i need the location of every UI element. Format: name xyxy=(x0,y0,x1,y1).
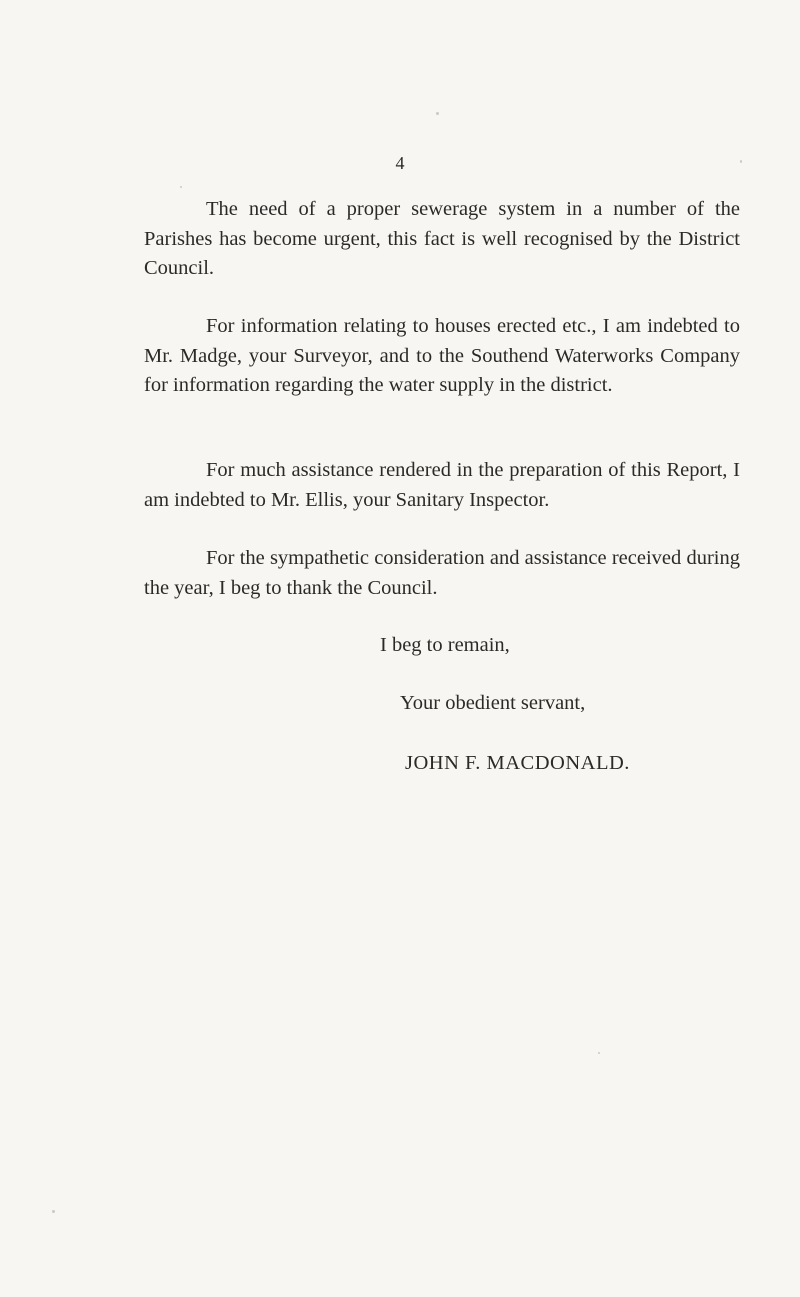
paper-speck xyxy=(436,112,439,115)
paper-speck xyxy=(180,186,182,188)
page-number: 4 xyxy=(395,153,405,173)
paragraph-information: For information relating to houses erected etc., I am indebted to Mr. Madge, your Surveyor, and to the Southend Waterworks Company for information regarding the water supply in the district. xyxy=(144,315,740,396)
paragraph-sewerage: The need of a proper sewerage system in a number of the Parishes has become urgent, this fact is well recognised by the District Council. xyxy=(144,198,740,279)
paper-speck xyxy=(598,1052,600,1054)
signature: JOHN F. MACDONALD. xyxy=(405,752,630,774)
paragraph-assistance: For much assistance rendered in the preparation of this Report, I am indebted to Mr. Ellis, your Sanitary Inspector. xyxy=(144,459,740,511)
paper-speck xyxy=(740,160,742,163)
closing-remain: I beg to remain, xyxy=(380,634,510,656)
paragraph-thanks: For the sympathetic consideration and assistance received during the year, I beg to thank the Council. xyxy=(144,547,740,599)
paper-speck xyxy=(52,1210,55,1213)
closing-servant: Your obedient servant, xyxy=(400,692,586,714)
